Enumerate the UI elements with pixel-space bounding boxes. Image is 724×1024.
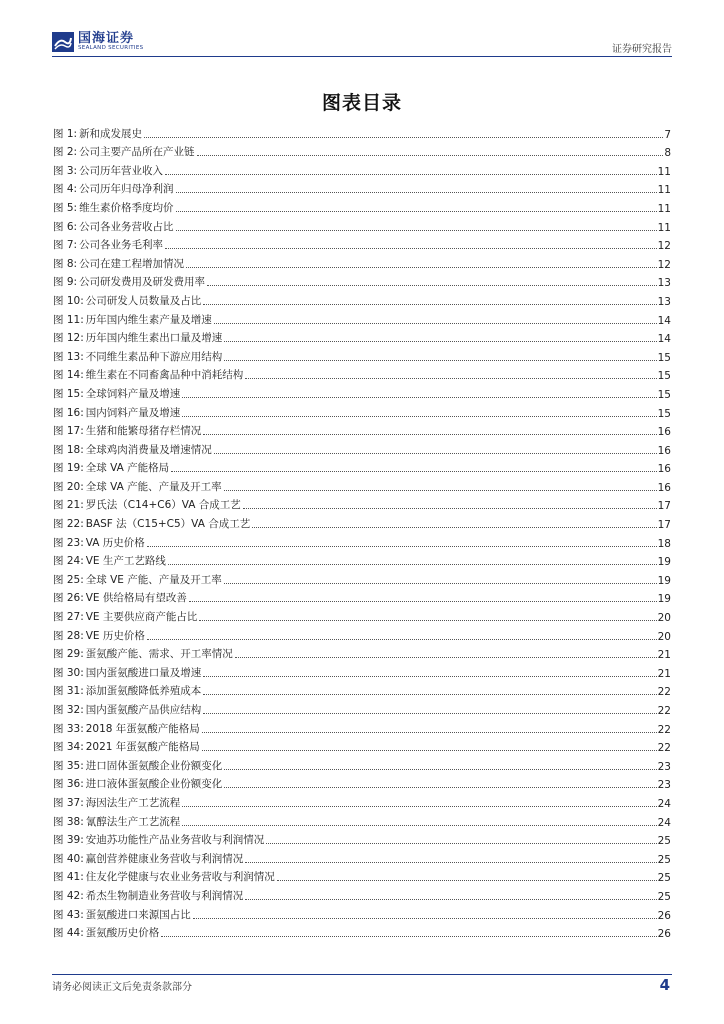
toc-figure-number: 图 31: bbox=[53, 685, 84, 698]
toc-page-number: 17 bbox=[657, 500, 671, 513]
toc-entry[interactable] bbox=[53, 475, 671, 494]
toc-entry[interactable] bbox=[53, 327, 671, 346]
toc-figure-title: VE 生产工艺路线 bbox=[85, 555, 166, 568]
toc-figure-title: 赢创营养健康业务营收与利润情况 bbox=[85, 852, 244, 865]
page-header bbox=[52, 30, 672, 56]
toc-figure-number: 图 39: bbox=[53, 834, 84, 847]
toc-entry[interactable] bbox=[53, 494, 671, 513]
toc-figure-number: 图 29: bbox=[53, 648, 84, 661]
toc-figure-title: 全球 VA 产能格局 bbox=[85, 462, 170, 475]
toc-leader-dots bbox=[197, 154, 664, 156]
toc-page-number: 23 bbox=[657, 760, 671, 773]
toc-figure-number: 图 25: bbox=[53, 573, 84, 586]
toc-figure-number: 图 26: bbox=[53, 592, 84, 605]
toc-leader-dots bbox=[224, 768, 656, 770]
toc-page-number: 20 bbox=[657, 630, 671, 643]
toc-entry[interactable] bbox=[53, 698, 671, 717]
toc-figure-title: 全球 VA 产能、产量及开工率 bbox=[85, 480, 222, 493]
toc-entry[interactable] bbox=[53, 847, 671, 866]
toc-entry[interactable] bbox=[53, 791, 671, 810]
toc-leader-dots bbox=[214, 322, 657, 324]
toc-figure-title: 安迪苏功能性产品业务营收与利润情况 bbox=[85, 834, 265, 847]
toc-entry[interactable] bbox=[53, 178, 671, 197]
toc-leader-dots bbox=[147, 545, 657, 547]
toc-figure-title: 新和成发展史 bbox=[79, 127, 143, 140]
toc-page-number: 11 bbox=[657, 221, 671, 234]
toc-entry[interactable] bbox=[53, 773, 671, 792]
toc-entry[interactable] bbox=[53, 884, 671, 903]
toc-figure-number: 图 36: bbox=[53, 778, 84, 791]
toc-leader-dots bbox=[176, 210, 657, 212]
toc-page-number: 22 bbox=[657, 686, 671, 699]
logo-mark-icon bbox=[52, 32, 74, 52]
toc-page-number: 25 bbox=[657, 890, 671, 903]
toc-figure-title: 蛋氨酸进口来源国占比 bbox=[85, 908, 191, 921]
toc-page-number: 25 bbox=[657, 835, 671, 848]
toc-figure-title: 公司各业务营收占比 bbox=[79, 220, 174, 233]
toc-page-number: 15 bbox=[657, 351, 671, 364]
toc-figure-number: 图 33: bbox=[53, 722, 84, 735]
toc-page-number: 22 bbox=[657, 742, 671, 755]
toc-leader-dots bbox=[182, 824, 656, 826]
toc-figure-title: 蛋氨酸产能、需求、开工率情况 bbox=[85, 648, 233, 661]
toc-figure-number: 图 11: bbox=[53, 313, 84, 326]
toc-entry[interactable] bbox=[53, 754, 671, 773]
toc-figure-number: 图 14: bbox=[53, 369, 84, 382]
toc-page-number: 20 bbox=[657, 612, 671, 625]
toc-leader-dots bbox=[203, 712, 656, 714]
toc-entry[interactable] bbox=[53, 364, 671, 383]
toc-page-number: 11 bbox=[657, 202, 671, 215]
toc-figure-title: 希杰生物制造业务营收与利润情况 bbox=[85, 889, 244, 902]
toc-page-number: 19 bbox=[657, 556, 671, 569]
toc-figure-title: 公司历年营业收入 bbox=[79, 164, 164, 177]
toc-figure-number: 图 34: bbox=[53, 741, 84, 754]
toc-entry[interactable] bbox=[53, 810, 671, 829]
toc-page-number: 25 bbox=[657, 872, 671, 885]
toc-leader-dots bbox=[165, 173, 657, 175]
toc-figure-number: 图 23: bbox=[53, 536, 84, 549]
toc-figure-number: 图 9: bbox=[53, 276, 78, 289]
toc-entry[interactable] bbox=[53, 903, 671, 922]
toc-figure-number: 图 5: bbox=[53, 201, 78, 214]
toc-page-number: 23 bbox=[657, 779, 671, 792]
toc-page-number: 24 bbox=[657, 797, 671, 810]
toc-leader-dots bbox=[186, 266, 657, 268]
toc-entry[interactable] bbox=[53, 568, 671, 587]
toc-entry[interactable] bbox=[53, 661, 671, 680]
toc-leader-dots bbox=[224, 359, 656, 361]
toc-page-number: 17 bbox=[657, 519, 671, 532]
toc-leader-dots bbox=[224, 786, 656, 788]
toc-entry[interactable] bbox=[53, 382, 671, 401]
toc-figure-number: 图 22: bbox=[53, 518, 84, 531]
toc-entry[interactable] bbox=[53, 141, 671, 160]
toc-page-number: 19 bbox=[657, 574, 671, 587]
toc-figure-title: 公司各业务毛利率 bbox=[79, 239, 164, 252]
toc-figure-number: 图 37: bbox=[53, 796, 84, 809]
toc-leader-dots bbox=[245, 861, 656, 863]
toc-figure-title: 历年国内维生素出口量及增速 bbox=[85, 332, 223, 345]
toc-page-number: 22 bbox=[657, 705, 671, 717]
toc-figure-number: 图 32: bbox=[53, 704, 84, 716]
toc-figure-number: 图 42: bbox=[53, 889, 84, 902]
toc-figure-number: 图 44: bbox=[53, 927, 84, 940]
toc-page-number: 16 bbox=[657, 463, 671, 476]
toc-page-number: 12 bbox=[657, 240, 671, 253]
toc-figure-title: 公司在建工程增加情况 bbox=[79, 257, 185, 270]
toc-figure-title: 海因法生产工艺流程 bbox=[85, 796, 181, 809]
toc-leader-dots bbox=[176, 191, 657, 193]
toc-figure-number: 图 24: bbox=[53, 555, 84, 568]
toc-figure-number: 图 10: bbox=[53, 294, 84, 307]
toc-page-number: 13 bbox=[657, 277, 671, 290]
toc-figure-number: 图 41: bbox=[53, 871, 84, 884]
toc-figure-number: 图 6: bbox=[53, 220, 78, 233]
toc-figure-title: 公司主要产品所在产业链 bbox=[79, 146, 195, 159]
document-type: 证券研究报告 bbox=[612, 44, 672, 55]
toc-leader-dots bbox=[176, 229, 657, 231]
toc-page-number: 15 bbox=[657, 407, 671, 420]
toc-figure-number: 图 4: bbox=[53, 183, 78, 196]
toc-page-number: 13 bbox=[657, 295, 671, 308]
toc-figure-title: VE 供给格局有望改善 bbox=[85, 592, 187, 605]
toc-figure-number: 图 35: bbox=[53, 759, 84, 772]
toc-figure-title: BASF 法（C15+C5）VA 合成工艺 bbox=[85, 518, 251, 531]
toc-page-number: 16 bbox=[657, 481, 671, 494]
toc-figure-number: 图 21: bbox=[53, 499, 84, 512]
toc-figure-number: 图 30: bbox=[53, 666, 84, 679]
toc-figure-number: 图 13: bbox=[53, 350, 84, 363]
toc-figure-title: 全球 VE 产能、产量及开工率 bbox=[85, 573, 222, 586]
toc-entry[interactable] bbox=[53, 122, 671, 141]
toc-figure-number: 图 1: bbox=[53, 127, 78, 140]
toc-entry[interactable] bbox=[53, 866, 671, 885]
toc-leader-dots bbox=[202, 731, 657, 733]
toc-figure-title: 2021 年蛋氨酸产能格局 bbox=[85, 741, 200, 754]
toc-leader-dots bbox=[168, 563, 657, 565]
toc-entry[interactable] bbox=[53, 159, 671, 178]
toc-leader-dots bbox=[224, 489, 657, 491]
toc-figure-title: 公司研发费用及研发费用率 bbox=[79, 276, 206, 289]
toc-leader-dots bbox=[235, 656, 657, 658]
toc-leader-dots bbox=[252, 526, 656, 528]
toc-page-number: 26 bbox=[657, 909, 671, 922]
toc-figure-title: 公司研发人员数量及占比 bbox=[85, 294, 202, 307]
toc-figure-number: 图 17: bbox=[53, 425, 84, 438]
toc-figure-number: 图 3: bbox=[53, 164, 78, 177]
toc-figure-title: 全球饲料产量及增速 bbox=[85, 387, 181, 400]
toc-entry[interactable] bbox=[53, 531, 671, 550]
page-title: 图表目录 bbox=[321, 92, 402, 114]
toc-figure-number: 图 38: bbox=[53, 815, 84, 828]
toc-page-number: 26 bbox=[657, 928, 671, 941]
footer-divider bbox=[52, 974, 672, 975]
toc-figure-number: 图 40: bbox=[53, 852, 84, 865]
toc-leader-dots bbox=[214, 452, 657, 454]
toc-page-number: 7 bbox=[664, 128, 671, 141]
toc-page-number: 12 bbox=[657, 258, 671, 271]
toc-entry[interactable] bbox=[53, 829, 671, 848]
toc-figure-title: VE 历史价格 bbox=[85, 629, 145, 642]
page-number: 4 bbox=[659, 976, 670, 994]
toc-leader-dots bbox=[193, 917, 657, 919]
toc-page-number: 15 bbox=[657, 370, 671, 383]
toc-page-number: 14 bbox=[657, 314, 671, 327]
toc-entry[interactable] bbox=[53, 234, 671, 253]
toc-figure-title: 国内蛋氨酸产品供应结构 bbox=[85, 704, 202, 716]
toc-entry[interactable] bbox=[53, 438, 671, 457]
toc-figure-title: 住友化学健康与农业业务营收与利润情况 bbox=[85, 871, 275, 884]
toc-leader-dots bbox=[144, 136, 663, 138]
toc-page-number: 19 bbox=[657, 593, 671, 606]
toc-entry[interactable] bbox=[53, 457, 671, 476]
toc-figure-title: 公司历年归母净利润 bbox=[79, 183, 174, 196]
toc-figure-number: 图 27: bbox=[53, 611, 84, 624]
toc-page-number: 16 bbox=[657, 444, 671, 457]
toc-figure-title: 历年国内维生素产量及增速 bbox=[85, 313, 212, 326]
toc-page-number: 21 bbox=[657, 649, 671, 662]
toc-figure-title: 维生素价格季度均价 bbox=[79, 201, 174, 214]
toc-entry[interactable] bbox=[53, 550, 671, 569]
toc-figure-title: 罗氏法（C14+C6）VA 合成工艺 bbox=[85, 499, 241, 512]
toc-entry[interactable] bbox=[53, 252, 671, 271]
toc-leader-dots bbox=[202, 749, 657, 751]
toc-leader-dots bbox=[266, 842, 656, 844]
toc-figure-title: 蛋氨酸历史价格 bbox=[85, 927, 160, 940]
toc-entry[interactable] bbox=[53, 922, 671, 941]
toc-leader-dots bbox=[203, 303, 656, 305]
toc-entry[interactable] bbox=[53, 717, 671, 736]
toc-figure-number: 图 2: bbox=[53, 146, 78, 159]
toc-figure-number: 图 12: bbox=[53, 332, 84, 345]
toc-figure-number: 图 18: bbox=[53, 443, 84, 456]
toc-leader-dots bbox=[165, 247, 657, 249]
toc-leader-dots bbox=[245, 377, 656, 379]
toc-entry[interactable] bbox=[53, 643, 671, 662]
toc-entry[interactable] bbox=[53, 587, 671, 606]
header-divider bbox=[52, 56, 672, 57]
toc-leader-dots bbox=[199, 619, 656, 621]
toc-page-number: 18 bbox=[657, 537, 671, 550]
toc-entry[interactable] bbox=[53, 624, 671, 643]
toc-figure-title: 生猪和能繁母猪存栏情况 bbox=[85, 425, 202, 438]
toc-figure-number: 图 19: bbox=[53, 462, 84, 475]
logo-english-name: SEALAND SECURITIES bbox=[78, 45, 144, 52]
toc-page-number: 8 bbox=[664, 147, 671, 160]
toc-page-number: 21 bbox=[657, 667, 671, 680]
toc-page-number: 24 bbox=[657, 816, 671, 829]
toc-figure-title: 2018 年蛋氨酸产能格局 bbox=[85, 722, 200, 735]
toc-figure-number: 图 8: bbox=[53, 257, 78, 270]
toc-figure-title: VE 主要供应商产能占比 bbox=[85, 611, 198, 624]
toc-leader-dots bbox=[171, 470, 657, 472]
toc-leader-dots bbox=[243, 507, 657, 509]
toc-page-number: 25 bbox=[657, 853, 671, 866]
toc-figure-number: 图 16: bbox=[53, 406, 84, 419]
toc-figure-title: VA 历史价格 bbox=[85, 536, 145, 549]
toc-leader-dots bbox=[277, 879, 657, 881]
toc-page-number: 16 bbox=[657, 426, 671, 439]
toc-entry[interactable] bbox=[53, 289, 671, 308]
toc-entry[interactable] bbox=[53, 271, 671, 290]
toc-leader-dots bbox=[207, 284, 657, 286]
toc-entry[interactable] bbox=[53, 308, 671, 327]
toc-figure-number: 图 20: bbox=[53, 480, 84, 493]
toc-figure-number: 图 28: bbox=[53, 629, 84, 642]
toc-figure-title: 进口液体蛋氨酸企业份额变化 bbox=[85, 778, 223, 791]
toc-leader-dots bbox=[224, 582, 657, 584]
toc-figure-title: 国内蛋氨酸进口量及增速 bbox=[85, 666, 202, 679]
toc-figure-title: 进口固体蛋氨酸企业份额变化 bbox=[85, 759, 223, 772]
toc-leader-dots bbox=[224, 340, 656, 342]
toc-leader-dots bbox=[182, 805, 656, 807]
toc-page-number: 11 bbox=[657, 184, 671, 197]
toc-page-number: 22 bbox=[657, 723, 671, 736]
logo-chinese-name: 国海证券 bbox=[78, 31, 135, 47]
company-logo bbox=[52, 32, 143, 52]
toc-figure-title: 添加蛋氨酸降低养殖成本 bbox=[85, 685, 202, 698]
toc-entry[interactable] bbox=[53, 605, 671, 624]
toc-figure-number: 图 7: bbox=[53, 239, 78, 252]
toc-entry[interactable] bbox=[53, 680, 671, 699]
toc-page-number: 11 bbox=[657, 165, 671, 178]
toc-entry[interactable] bbox=[53, 512, 671, 531]
toc-figure-number: 图 15: bbox=[53, 387, 84, 400]
toc-leader-dots bbox=[203, 433, 656, 435]
toc-figure-number: 图 43: bbox=[53, 908, 84, 921]
toc-figure-title: 氰醇法生产工艺流程 bbox=[85, 815, 181, 828]
toc-leader-dots bbox=[203, 675, 656, 677]
toc-page-number: 15 bbox=[657, 388, 671, 401]
toc-entry[interactable] bbox=[53, 345, 671, 364]
toc-figure-title: 维生素在不同畜禽品种中消耗结构 bbox=[85, 369, 244, 382]
figure-table-of-contents bbox=[53, 122, 671, 940]
toc-entry[interactable] bbox=[53, 401, 671, 420]
toc-figure-title: 不同维生素品种下游应用结构 bbox=[85, 350, 223, 363]
toc-leader-dots bbox=[182, 396, 656, 398]
toc-leader-dots bbox=[147, 638, 657, 640]
toc-page-number: 14 bbox=[657, 333, 671, 346]
toc-figure-title: 国内饲料产量及增速 bbox=[85, 406, 181, 419]
toc-entry[interactable] bbox=[53, 215, 671, 234]
toc-leader-dots bbox=[161, 935, 656, 937]
toc-leader-dots bbox=[182, 415, 656, 417]
footer-disclaimer: 请务必阅读正文后免责条款部分 bbox=[52, 982, 192, 993]
toc-leader-dots bbox=[203, 693, 656, 695]
toc-entry[interactable] bbox=[53, 420, 671, 439]
toc-leader-dots bbox=[245, 898, 656, 900]
toc-entry[interactable] bbox=[53, 196, 671, 215]
toc-leader-dots bbox=[189, 600, 657, 602]
toc-entry[interactable] bbox=[53, 736, 671, 755]
toc-figure-title: 全球鸡肉消费量及增速情况 bbox=[85, 443, 212, 456]
